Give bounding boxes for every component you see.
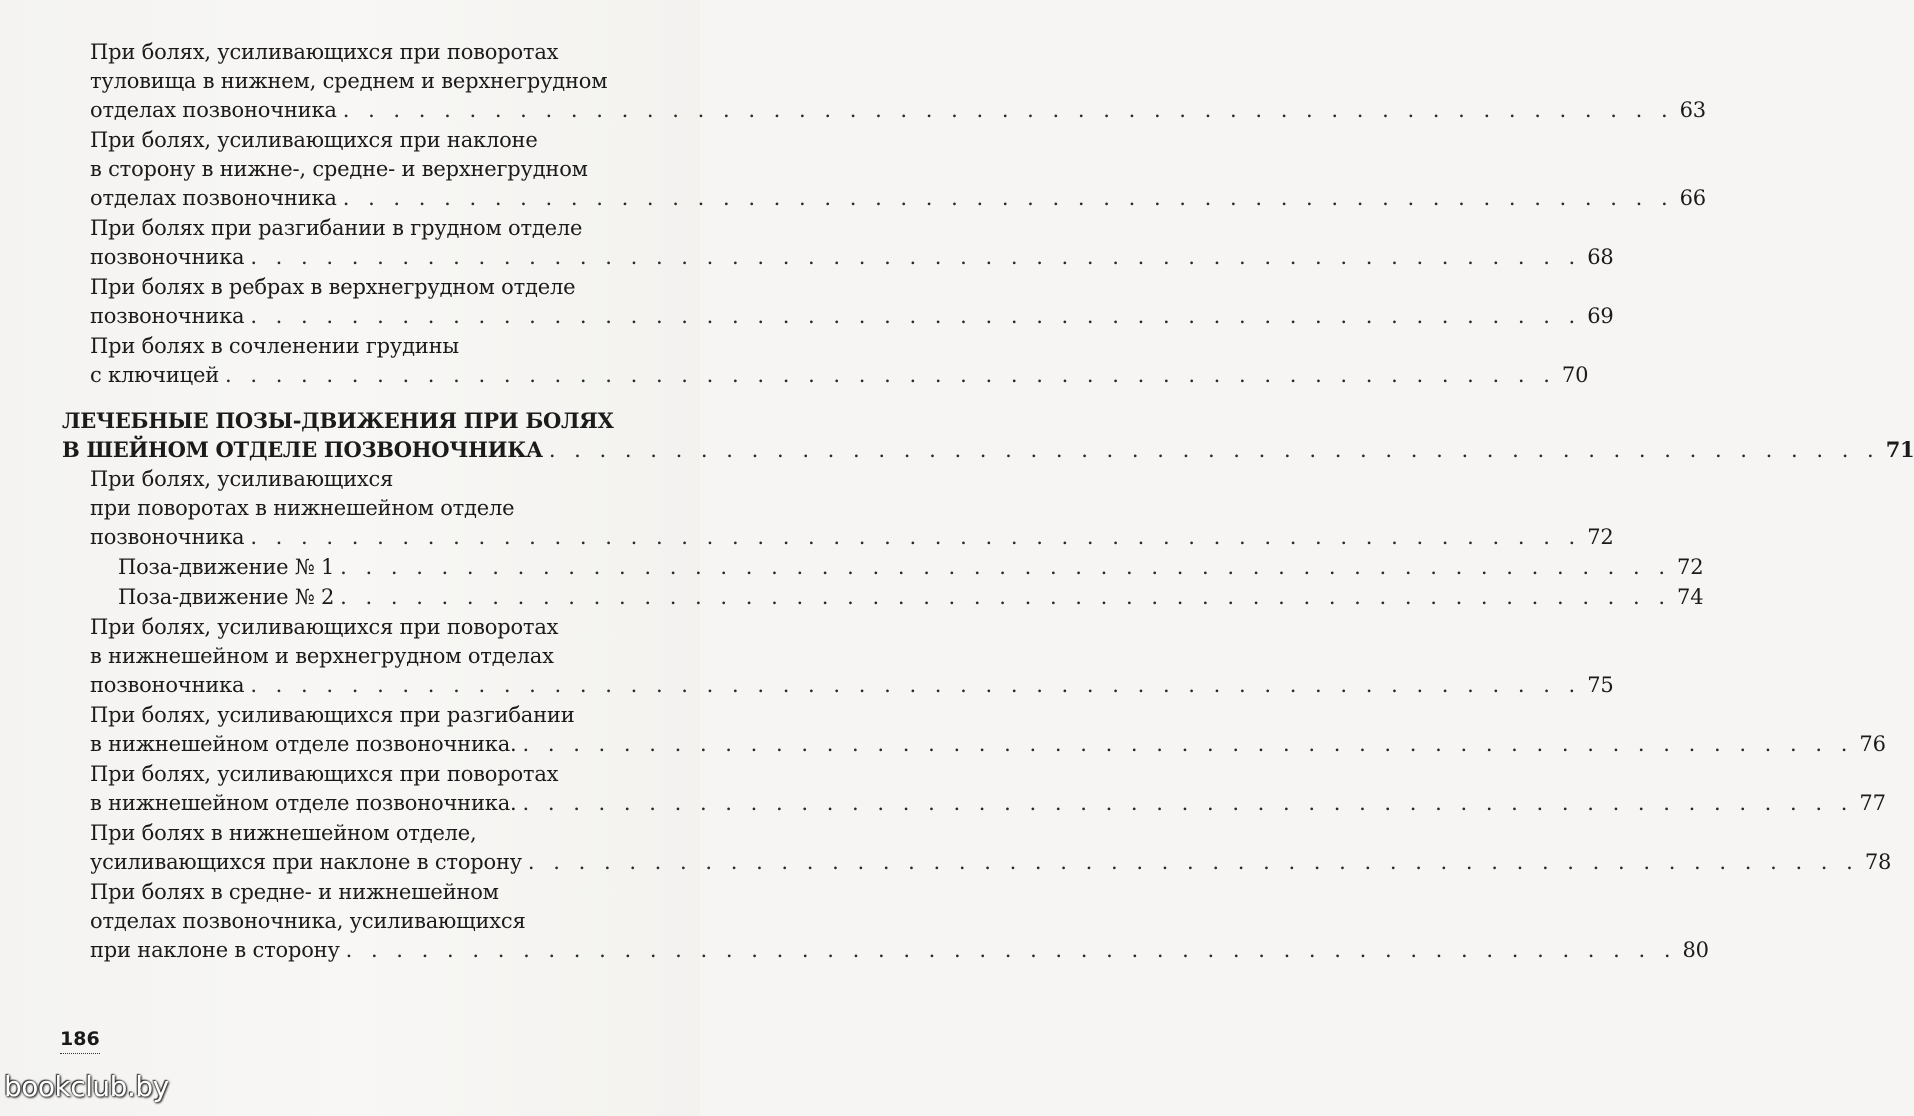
toc-entry[interactable] bbox=[0, 583, 1704, 612]
page-number: 186 bbox=[60, 1028, 100, 1050]
toc-entry-line bbox=[0, 184, 1706, 213]
toc-entry[interactable] bbox=[0, 613, 1614, 700]
toc-entry-text: При болях, усиливающихся при поворотах bbox=[90, 615, 559, 639]
dot-leader: . . . . . . . . . . . . . . . . . . . . . . . . . . . . . . . . . . . . . . . . . . . . . . . . . . . . . bbox=[527, 850, 1859, 874]
page-number-rule bbox=[60, 1053, 100, 1055]
toc-entry-line bbox=[0, 671, 1614, 700]
toc-entry[interactable] bbox=[0, 273, 1614, 331]
toc-entry-text: При болях при разгибании в грудном отделе bbox=[90, 216, 583, 240]
toc-entry-line bbox=[0, 523, 1614, 552]
toc-page-number: 72 bbox=[1587, 525, 1614, 549]
toc-entry-text: в нижнешейном и верхнегрудном отделах bbox=[90, 644, 554, 668]
toc-page-number: 80 bbox=[1682, 938, 1709, 962]
toc-entry-line bbox=[0, 878, 700, 907]
toc-entry-text: При болях, усиливающихся при наклоне bbox=[90, 128, 538, 152]
toc-entry[interactable] bbox=[0, 332, 1589, 390]
toc-entry-text: при поворотах в нижнешейном отделе bbox=[90, 496, 515, 520]
toc-entry-line bbox=[0, 494, 700, 523]
toc-page-number: 74 bbox=[1677, 585, 1704, 609]
toc-entry-text: При болях в сочленении грудины bbox=[90, 334, 459, 358]
toc-entry-text: Поза-движение № 1 bbox=[118, 555, 335, 579]
dot-leader: . . . . . . . . . . . . . . . . . . . . . . . . . . . . . . . . . . . . . . . . . . . . . . . . . . . . . bbox=[522, 791, 1854, 815]
toc-entry[interactable] bbox=[0, 126, 1706, 213]
toc-entry-line bbox=[0, 67, 700, 96]
toc-entry-text: При болях в нижнешейном отделе, bbox=[90, 821, 477, 845]
toc-page-number: 63 bbox=[1679, 98, 1706, 122]
toc-entry-line bbox=[0, 730, 1886, 759]
toc-entry[interactable] bbox=[0, 760, 1886, 818]
toc-entry-line bbox=[0, 214, 700, 243]
toc-entry-text: При болях, усиливающихся bbox=[90, 467, 394, 491]
toc-entry-line bbox=[0, 126, 700, 155]
dot-leader: . . . . . . . . . . . . . . . . . . . . . . . . . . . . . . . . . . . . . . . . . . . . . . . . . . . . . bbox=[250, 525, 1582, 549]
toc-entry-text: При болях, усиливающихся при поворотах bbox=[90, 40, 559, 64]
toc-entry-line bbox=[0, 760, 700, 789]
toc-entry-line bbox=[0, 155, 700, 184]
toc-entry[interactable] bbox=[0, 38, 1706, 125]
toc-page-number: 76 bbox=[1859, 732, 1886, 756]
toc-entry-text: в нижнешейном отделе позвоночника. bbox=[90, 732, 517, 756]
toc-entry-text: отделах позвоночника bbox=[90, 186, 337, 210]
toc-entry[interactable] bbox=[0, 819, 1892, 877]
toc-entry-line bbox=[0, 243, 1614, 272]
toc-entry-line bbox=[0, 583, 1704, 612]
toc-section-heading[interactable] bbox=[0, 406, 1914, 464]
toc-entry-line bbox=[0, 613, 700, 642]
dot-leader: . . . . . . . . . . . . . . . . . . . . . . . . . . . . . . . . . . . . . . . . . . . . . . . . . . . . . bbox=[522, 732, 1854, 756]
toc-entry-text: позвоночника bbox=[90, 245, 245, 269]
toc-entry-line bbox=[0, 96, 1706, 125]
toc-page-number: 77 bbox=[1859, 791, 1886, 815]
toc-entry[interactable] bbox=[0, 878, 1709, 965]
dot-leader: . . . . . . . . . . . . . . . . . . . . . . . . . . . . . . . . . . . . . . . . . . . . . . . . . . . . . bbox=[250, 245, 1582, 269]
toc-entry-line bbox=[0, 701, 700, 730]
dot-leader: . . . . . . . . . . . . . . . . . . . . . . . . . . . . . . . . . . . . . . . . . . . . . . . . . . . . . bbox=[225, 363, 1556, 387]
toc-entry-text: позвоночника bbox=[90, 304, 245, 328]
toc-entry-text: отделах позвоночника bbox=[90, 98, 337, 122]
toc-entry-text: При болях, усиливающихся при поворотах bbox=[90, 762, 559, 786]
toc-entry-line bbox=[0, 907, 700, 936]
toc-page-number: 71 bbox=[1885, 437, 1914, 462]
toc-entry-text: с ключицей bbox=[90, 363, 219, 387]
toc-entry-text: Поза-движение № 2 bbox=[118, 585, 335, 609]
toc-entry-line bbox=[0, 936, 1709, 965]
toc-entry[interactable] bbox=[0, 214, 1614, 272]
toc-page-number: 68 bbox=[1587, 245, 1614, 269]
toc-page-number: 72 bbox=[1677, 555, 1704, 579]
toc-entry-text: В ШЕЙНОМ ОТДЕЛЕ ПОЗВОНОЧНИКА bbox=[62, 437, 543, 462]
toc-page-number: 69 bbox=[1587, 304, 1614, 328]
toc-entry-line bbox=[0, 789, 1886, 818]
toc-entry-line bbox=[0, 38, 700, 67]
toc-page-number: 70 bbox=[1561, 363, 1589, 387]
watermark: bookclub.by bbox=[4, 1070, 169, 1103]
toc-entry-line bbox=[0, 848, 1892, 877]
dot-leader: . . . . . . . . . . . . . . . . . . . . . . . . . . . . . . . . . . . . . . . . . . . . . . . . . . . . . bbox=[250, 304, 1582, 328]
dot-leader: . . . . . . . . . . . . . . . . . . . . . . . . . . . . . . . . . . . . . . . . . . . . . . . . . . . . . bbox=[250, 673, 1582, 697]
toc-entry-line bbox=[0, 465, 700, 494]
toc-entry-line bbox=[0, 642, 700, 671]
toc-entry-text: в нижнешейном отделе позвоночника. bbox=[90, 791, 517, 815]
dot-leader: . . . . . . . . . . . . . . . . . . . . . . . . . . . . . . . . . . . . . . . . . . . . . . . . . . . . . bbox=[342, 98, 1674, 122]
toc-entry-line bbox=[0, 273, 700, 302]
toc-entry-line bbox=[0, 435, 1914, 464]
toc-entry-text: при наклоне в сторону bbox=[90, 938, 340, 962]
dot-leader: . . . . . . . . . . . . . . . . . . . . . . . . . . . . . . . . . . . . . . . . . . . . . . . . . . . . . bbox=[340, 555, 1672, 579]
toc-entry-text: позвоночника bbox=[90, 673, 245, 697]
toc-page-number: 66 bbox=[1679, 186, 1706, 210]
toc-entry-text: в сторону в нижне-, средне- и верхнегрудном bbox=[90, 157, 588, 181]
toc-entry-text: отделах позвоночника, усиливающихся bbox=[90, 909, 526, 933]
toc-entry-text: При болях в ребрах в верхнегрудном отделе bbox=[90, 275, 576, 299]
dot-leader: . . . . . . . . . . . . . . . . . . . . . . . . . . . . . . . . . . . . . . . . . . . . . . . . . . . . . bbox=[342, 186, 1674, 210]
toc-entry-line bbox=[0, 819, 700, 848]
toc-entry-text: ЛЕЧЕБНЫЕ ПОЗЫ-ДВИЖЕНИЯ ПРИ БОЛЯХ bbox=[62, 408, 614, 433]
table-of-contents bbox=[0, 38, 1914, 966]
toc-entry-text: позвоночника bbox=[90, 525, 245, 549]
toc-entry[interactable] bbox=[0, 465, 1614, 552]
dot-leader: . . . . . . . . . . . . . . . . . . . . . . . . . . . . . . . . . . . . . . . . . . . . . . . . . . . . . bbox=[345, 938, 1677, 962]
dot-leader: . . . . . . . . . . . . . . . . . . . . . . . . . . . . . . . . . . . . . . . . . . . . . . . . . . . . . bbox=[548, 438, 1880, 462]
toc-page-number: 75 bbox=[1587, 673, 1614, 697]
dot-leader: . . . . . . . . . . . . . . . . . . . . . . . . . . . . . . . . . . . . . . . . . . . . . . . . . . . . . bbox=[340, 585, 1672, 609]
toc-entry-line bbox=[0, 406, 700, 435]
toc-entry-line bbox=[0, 302, 1614, 331]
toc-entry-text: туловища в нижнем, среднем и верхнегрудном bbox=[90, 69, 608, 93]
toc-page-number: 78 bbox=[1864, 850, 1892, 874]
toc-entry-text: При болях, усиливающихся при разгибании bbox=[90, 703, 575, 727]
toc-entry-line bbox=[0, 553, 1704, 582]
toc-entry-line bbox=[0, 332, 700, 361]
toc-entry[interactable] bbox=[0, 553, 1704, 582]
toc-entry-line bbox=[0, 361, 1589, 390]
toc-entry[interactable] bbox=[0, 701, 1886, 759]
toc-entry-text: усиливающихся при наклоне в сторону bbox=[90, 850, 522, 874]
toc-entry-text: При болях в средне- и нижнешейном bbox=[90, 880, 499, 904]
